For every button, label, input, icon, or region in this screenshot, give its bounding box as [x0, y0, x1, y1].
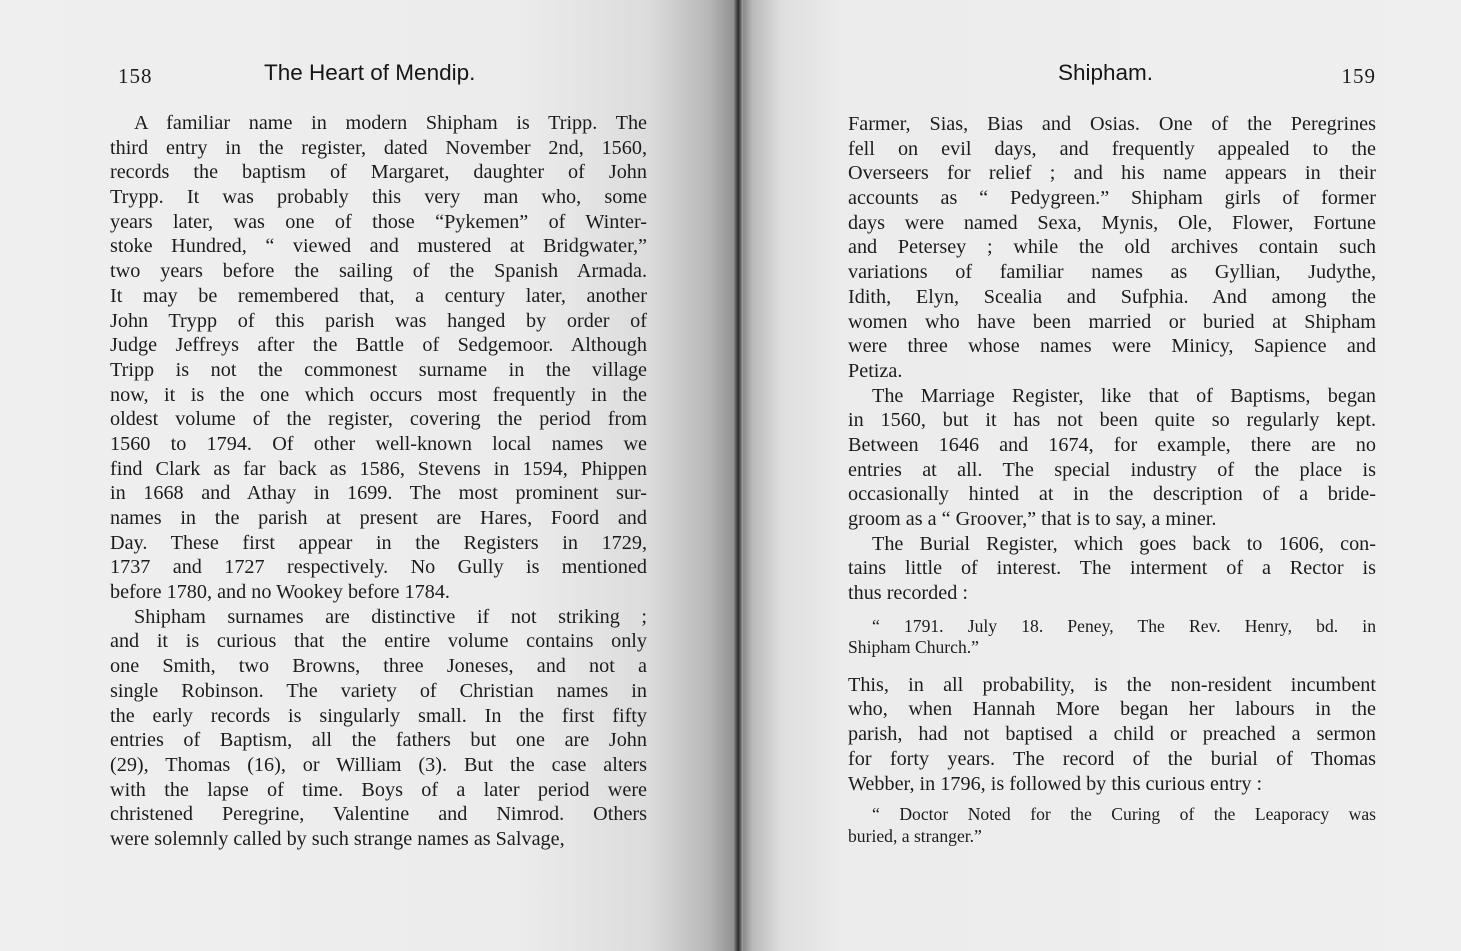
- paragraph: [110, 605, 647, 852]
- running-title-left: The Heart of Mendip.: [264, 60, 476, 85]
- text-line: names in the parish at present are Hares, Foord and: [110, 507, 647, 529]
- paragraph: [848, 112, 1376, 384]
- text-line: and it is curious that the entire volume contains only: [110, 630, 647, 653]
- text-line: third entry in the register, dated November 2nd, 1560,: [110, 136, 647, 159]
- quote-line: “ 1791. July 18. Peney, The Rev. Henry, bd. in: [872, 615, 1376, 636]
- text-line: Judge Jeffreys after the Battle of Sedgemoor. Although: [110, 334, 647, 357]
- text-line: find Clark as far back as 1586, Stevens in 1594, Phippen: [110, 457, 647, 480]
- text-line: Petiza.: [848, 359, 903, 382]
- text-line: occasionally hinted at in the description of a bride-: [848, 483, 1376, 506]
- text-line: records the baptism of Margaret, daughter of John: [110, 161, 647, 184]
- text-line: now, it is the one which occurs most frequently in the: [110, 383, 647, 406]
- text-line: women who have been married or buried at Shipham: [848, 310, 1376, 333]
- running-title-right: Shipham.: [1058, 60, 1154, 85]
- text-line: in 1560, but it has not been quite so regularly kept.: [848, 409, 1376, 432]
- text-line: stoke Hundred, “ viewed and mustered at Bridgwater,”: [110, 235, 647, 258]
- text-line: entries of Baptism, all the fathers but one are John: [110, 729, 647, 752]
- quoted-curious-entry: [848, 804, 1376, 847]
- text-line: Idith, Elyn, Scealia and Sufphia. And among the: [848, 285, 1376, 308]
- text-line: 1560 to 1794. Of other well-known local names we: [110, 432, 647, 455]
- text-line: A familiar name in modern Shipham is Tripp. The: [134, 112, 647, 134]
- text-line: (29), Thomas (16), or William (3). But the case alters: [110, 753, 647, 776]
- text-line: years later, was one of those “Pykemen” of Winter-: [110, 210, 647, 233]
- text-line: in 1668 and Athay in 1699. The most prominent sur-: [110, 482, 647, 505]
- text-line: who, when Hannah More began her labours in the: [848, 698, 1376, 721]
- text-line: oldest volume of the register, covering the period from: [110, 408, 647, 431]
- text-line: with the lapse of time. Boys of a later period were: [110, 778, 647, 801]
- text-line: thus recorded :: [848, 582, 968, 605]
- text-line: were three whose names were Minicy, Sapience and: [848, 335, 1376, 358]
- text-line: Overseers for relief ; and his name appears in their: [848, 162, 1376, 185]
- text-line: Farmer, Sias, Bias and Osias. One of the Peregrines: [848, 113, 1376, 135]
- text-line: for forty years. The record of the burial of Thomas: [848, 747, 1376, 770]
- text-line: tains little of interest. The interment of a Rector is: [848, 557, 1376, 580]
- text-line: The Marriage Register, like that of Baptisms, began: [872, 384, 1376, 407]
- text-line: variations of familiar names as Gyllian, Judythe,: [848, 261, 1376, 284]
- text-line: The Burial Register, which goes back to 1606, con-: [872, 532, 1376, 555]
- quote-line: Shipham Church.”: [848, 637, 979, 658]
- text-line: Trypp. It was probably this very man who, some: [110, 186, 647, 209]
- text-line: This, in all probability, is the non-resident incumbent: [848, 673, 1376, 696]
- paragraph: [848, 384, 1376, 532]
- text-line: fell on evil days, and frequently appealed to the: [848, 137, 1376, 160]
- text-line: Shipham surnames are distinctive if not striking ;: [134, 605, 647, 628]
- quote-line: buried, a stranger.”: [848, 825, 982, 846]
- quoted-burial-entry: [848, 616, 1376, 659]
- text-line: Webber, in 1796, is followed by this curious entry :: [848, 772, 1263, 795]
- text-line: were solemnly called by such strange names as Salvage,: [110, 827, 565, 850]
- text-line: accounts as “ Pedygreen.” Shipham girls of former: [848, 187, 1376, 210]
- paragraph: [848, 532, 1376, 606]
- text-line: before 1780, and no Wookey before 1784.: [110, 581, 450, 604]
- right-page-body: [848, 112, 1376, 847]
- text-line: Tripp is not the commonest surname in the village: [110, 358, 647, 381]
- text-line: single Robinson. The variety of Christian names in: [110, 679, 647, 702]
- text-line: the early records is singularly small. In the first fifty: [110, 704, 647, 727]
- book-gutter: [733, 0, 743, 951]
- text-line: one Smith, two Browns, three Joneses, and not a: [110, 655, 647, 678]
- text-line: entries at all. The special industry of the place is: [848, 458, 1376, 481]
- quote-line: “ Doctor Noted for the Curing of the Leaporacy was: [872, 804, 1376, 825]
- text-line: Day. These first appear in the Registers in 1729,: [110, 531, 647, 554]
- text-line: John Trypp of this parish was hanged by order of: [110, 309, 647, 332]
- text-line: 1737 and 1727 respectively. No Gully is mentioned: [110, 556, 647, 579]
- text-line: It may be remembered that, a century later, another: [110, 284, 647, 307]
- left-page-body: [110, 111, 647, 852]
- page-number-left: 158: [118, 64, 153, 88]
- text-line: and Petersey ; while the old archives contain such: [848, 236, 1376, 259]
- right-page-header: [846, 60, 1376, 96]
- left-page-header: [118, 60, 648, 96]
- text-line: parish, had not baptised a child or preached a sermon: [848, 723, 1376, 746]
- text-line: groom as a “ Groover,” that is to say, a miner.: [848, 508, 1217, 530]
- right-page-paragraphs: [848, 112, 1376, 606]
- page-number-right: 159: [1341, 64, 1376, 88]
- text-line: two years before the sailing of the Spanish Armada.: [110, 260, 647, 283]
- paragraph: [110, 111, 647, 605]
- text-line: christened Peregrine, Valentine and Nimrod. Others: [110, 803, 647, 826]
- text-line: Between 1646 and 1674, for example, there are no: [848, 433, 1376, 456]
- paragraph-after-quote: [848, 673, 1376, 796]
- text-line: days were named Sexa, Mynis, Ole, Flower, Fortune: [848, 211, 1376, 234]
